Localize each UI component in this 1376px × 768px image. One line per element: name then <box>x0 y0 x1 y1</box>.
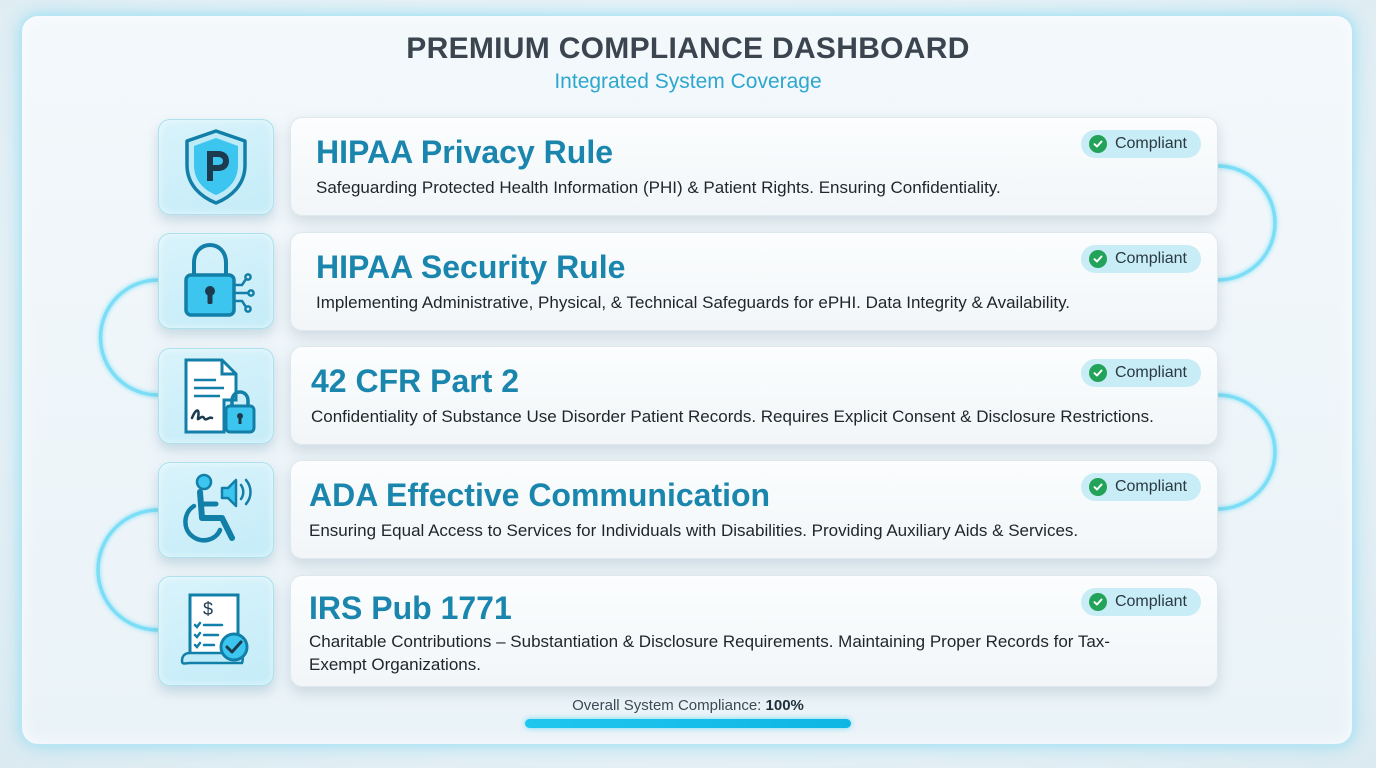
check-circle-icon <box>1089 478 1107 496</box>
status-badge <box>1081 359 1201 387</box>
rule-card[interactable] <box>290 575 1218 687</box>
check-circle-icon <box>1089 364 1107 382</box>
overall-compliance-value: 100% <box>765 697 804 714</box>
rule-description: Charitable Contributions – Substantiation & Disclosure Requirements. Maintaining Proper Records for Tax-Exempt Organizations. <box>309 632 1110 674</box>
status-badge <box>1081 473 1201 501</box>
dashboard-subtitle: Integrated System Coverage <box>554 70 822 93</box>
rule-title: IRS Pub 1771 <box>309 590 512 626</box>
rule-card[interactable] <box>290 460 1218 559</box>
rule-title: HIPAA Privacy Rule <box>316 134 613 170</box>
rule-description: Ensuring Equal Access to Services for Individuals with Disabilities. Providing Auxiliary Aids & Services. <box>309 521 1079 540</box>
signed-document-lock-icon <box>176 356 256 436</box>
check-circle-icon <box>1089 593 1107 611</box>
rule-title: HIPAA Security Rule <box>316 249 626 285</box>
status-badge <box>1081 130 1201 158</box>
rule-description: Implementing Administrative, Physical, & Technical Safeguards for ePHI. Data Integrity & Availability. <box>316 293 1071 312</box>
rule-title: ADA Effective Communication <box>309 477 771 513</box>
rule-icon-tile <box>158 462 274 558</box>
check-circle-icon <box>1089 250 1107 268</box>
status-badge <box>1081 245 1201 273</box>
rule-title: 42 CFR Part 2 <box>311 363 520 399</box>
rule-icon-tile <box>158 348 274 444</box>
receipt-checklist-icon <box>176 589 256 673</box>
rule-card[interactable] <box>290 117 1218 216</box>
rule-icon-tile <box>158 119 274 215</box>
rule-card[interactable] <box>290 232 1218 331</box>
padlock-circuit-icon <box>176 241 256 321</box>
rule-description: Confidentiality of Substance Use Disorder Patient Records. Requires Explicit Consent & Disclosure Restrictions. <box>311 407 1154 426</box>
rule-description: Safeguarding Protected Health Information (PHI) & Patient Rights. Ensuring Confidentiality. <box>316 178 1001 197</box>
status-badge <box>1081 588 1201 616</box>
overall-compliance-label: Overall System Compliance: <box>572 697 762 714</box>
status-label: Compliant <box>1114 250 1187 267</box>
rule-icon-tile <box>158 576 274 686</box>
status-label: Compliant <box>1114 135 1187 152</box>
status-label: Compliant <box>1114 364 1187 381</box>
check-circle-icon <box>1089 135 1107 153</box>
overall-compliance-progress <box>525 719 851 728</box>
overall-compliance-text <box>0 697 1376 714</box>
progress-fill <box>525 719 851 728</box>
status-label: Compliant <box>1114 478 1187 495</box>
svg-text:$: $ <box>202 599 214 619</box>
wheelchair-speaker-icon <box>176 470 256 550</box>
rule-icon-tile <box>158 233 274 329</box>
dashboard-title: PREMIUM COMPLIANCE DASHBOARD <box>406 32 970 65</box>
rule-card[interactable] <box>290 346 1218 445</box>
shield-p-icon <box>181 127 251 207</box>
status-label: Compliant <box>1114 593 1187 610</box>
